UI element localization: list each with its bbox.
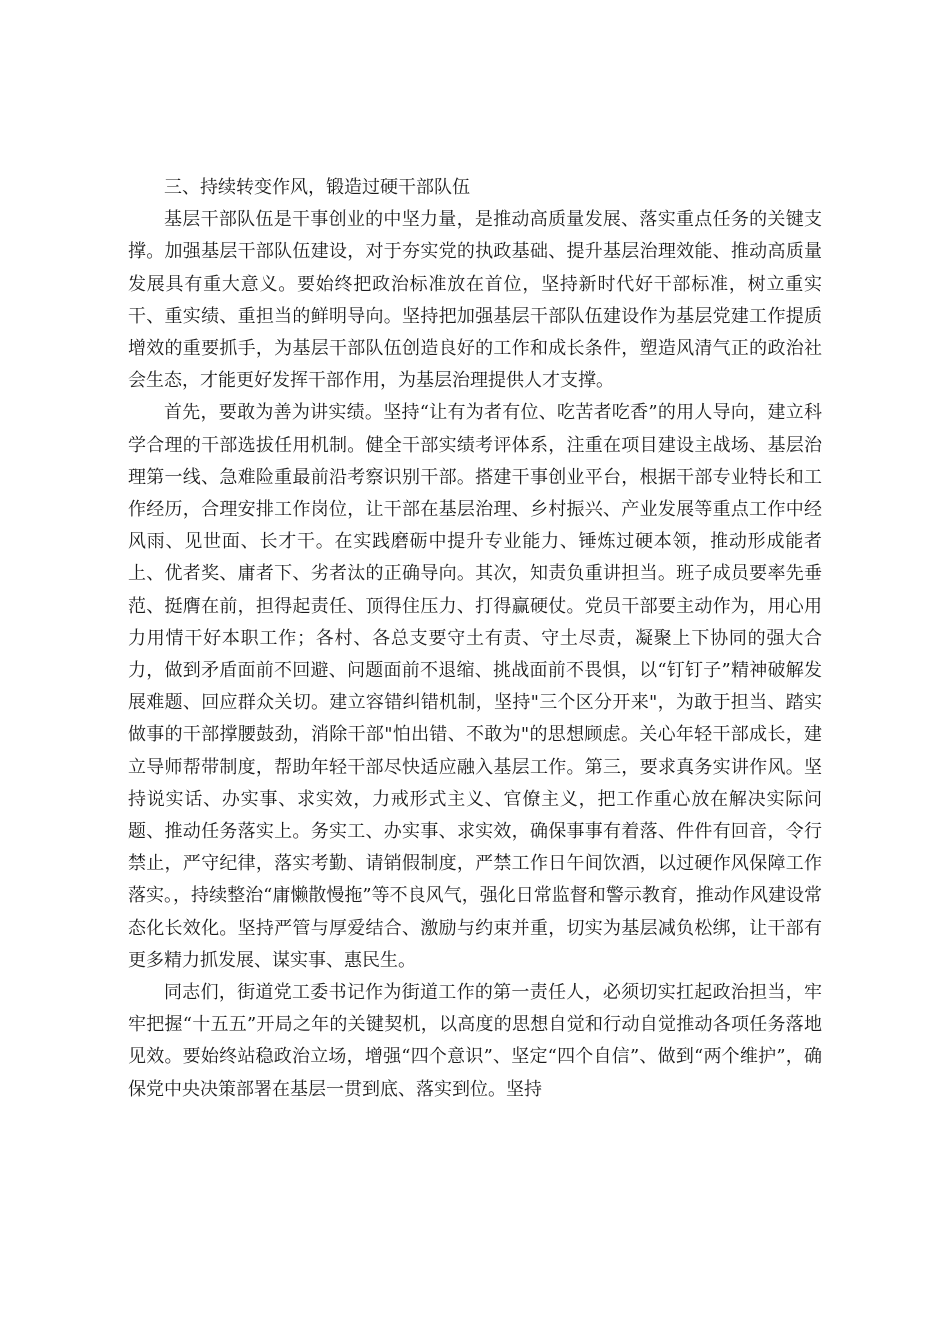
paragraph-comrades: 同志们，街道党工委书记作为街道工作的第一责任人，必须切实扛起政治担当，牢牢把握“十五五”开局之年的关键契机，以高度的思想自觉和行动自觉推动各项任务落地见效。要始终站稳政治立场，增强“四个意识”、坚定“四个自信”、做到“两个维护”，确保党中央决策部署在基层一贯到底、落实到位。坚持 [128,982,822,1100]
document-body [128,172,822,1106]
paragraph-first-second-third: 首先，要敢为善为讲实绩。坚持“让有为者有位、吃苦者吃香”的用人导向，建立科学合理的干部选拔任用机制。健全干部实绩考评体系，注重在项目建设主战场、基层治理第一线、急难险重最前沿考察识别干部。搭建干事创业平台，根据干部专业特长和工作经历，合理安排工作岗位，让干部在基层治理、乡村振兴、产业发展等重点工作中经风雨、见世面、长才干。在实践磨砺中提升专业能力、锤炼过硬本领，推动形成能者上、优者奖、庸者下、劣者汰的正确导向。其次，知责负重讲担当。班子成员要率先垂范、挺膺在前，担得起责任、顶得住压力、打得赢硬仗。党员干部要主动作为，用心用力用情干好本职工作；各村、各总支要守土有责、守土尽责，凝聚上下协同的强大合力，做到矛盾面前不回避、问题面前不退缩、挑战面前不畏惧，以“钉钉子”精神破解发展难题、回应群众关切。建立容错纠错机制，坚持"三个区分开来"，为敢于担当、踏实做事的干部撑腰鼓劲，消除干部"怕出错、不敢为"的思想顾虑。关心年轻干部成长，建立导师帮带制度，帮助年轻干部尽快适应融入基层工作。第三，要求真务实讲作风。坚持说实话、办实事、求实效，力戒形式主义、官僚主义，把工作重心放在解决实际问题、推动任务落实上。务实工、办实事、求实效，确保事事有着落、件件有回音，令行禁止，严守纪律，落实考勤、请销假制度，严禁工作日午间饮酒，以过硬作风保障工作落实。，持续整治“庸懒散慢拖”等不良风气，强化日常监督和警示教育，推动作风建设常态化长效化。坚持严管与厚爱结合、激励与约束并重，切实为基层减负松绑，让干部有更多精力抓发展、谋实事、惠民生。 [128,402,822,971]
paragraph-cadre-team: 基层干部队伍是干事创业的中坚力量，是推动高质量发展、落实重点任务的关键支撑。加强基层干部队伍建设，对于夯实党的执政基础、提升基层治理效能、推动高质量发展具有重大意义。要始终把政治标准放在首位，坚持新时代好干部标准，树立重实干、重实绩、重担当的鲜明导向。坚持把加强基层干部队伍建设作为基层党建工作提质增效的重要抓手，为基层干部队伍创造良好的工作和成长条件，塑造风清气正的政治社会生态，才能更好发挥干部作用，为基层治理提供人才支撑。 [128,209,822,392]
section-heading: 三、持续转变作风，锻造过硬干部队伍 [164,177,470,198]
